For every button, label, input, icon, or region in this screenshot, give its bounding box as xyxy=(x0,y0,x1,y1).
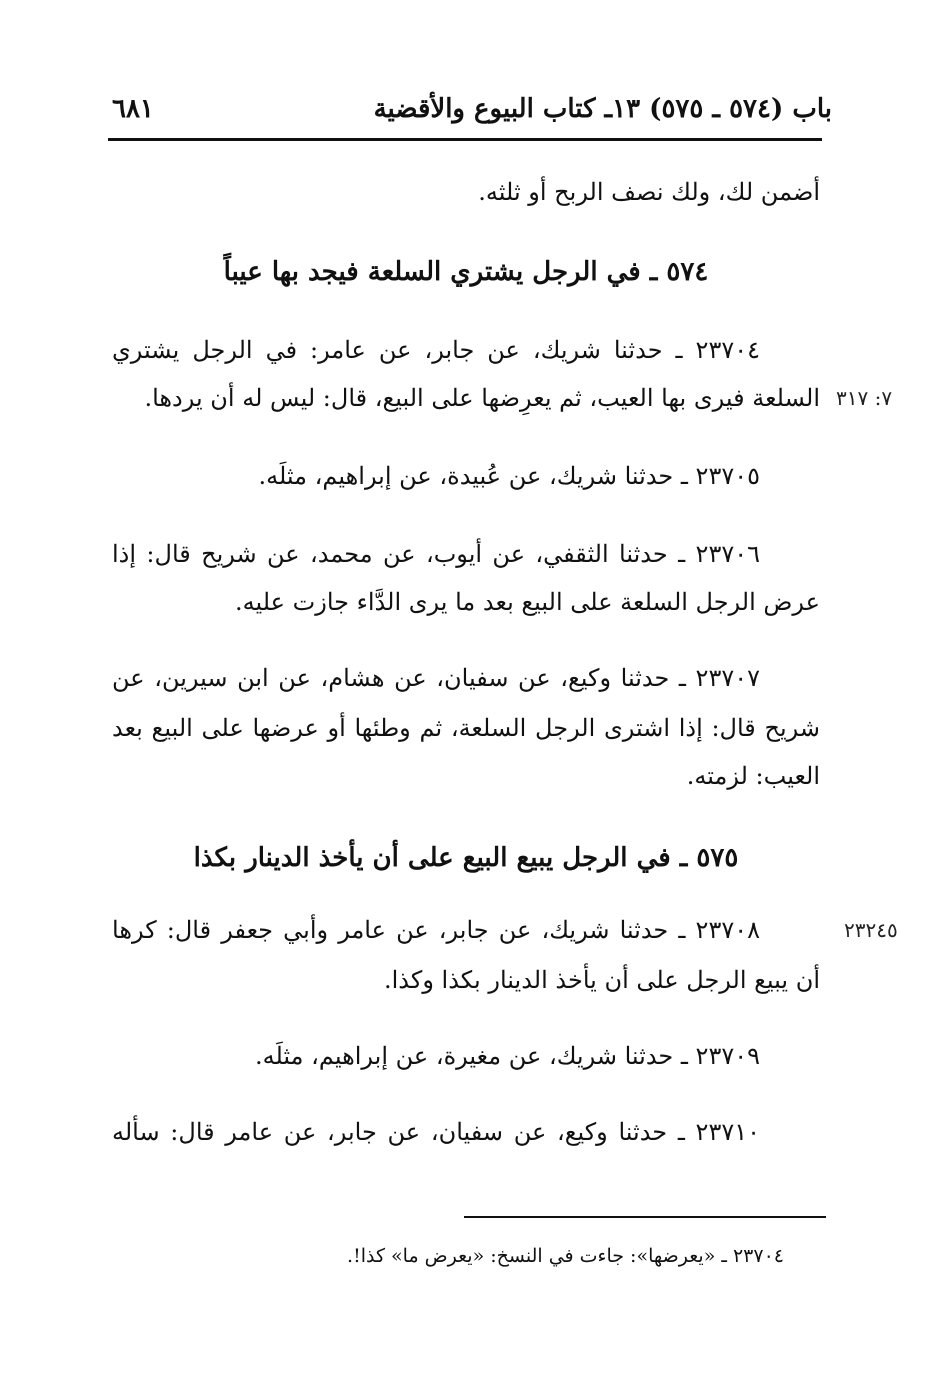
hadith-23709: ٢٣٧٠٩ ـ حدثنا شريك، عن مغيرة، عن إبراهيم، مثلَه. xyxy=(254,1042,760,1070)
hadith-23704-line-1: ٢٣٧٠٤ ـ حدثنا شريك، عن جابر، عن عامر: في الرجل يشتري xyxy=(112,336,760,364)
hadith-23710-line-1: ٢٣٧١٠ ـ حدثنا وكيع، عن سفيان، عن جابر، عن عامر قال: سأله xyxy=(112,1118,760,1146)
hadith-23707-line-2: شريح قال: إذا اشترى الرجل السلعة، ثم وطئها أو عرضها على البيع بعد xyxy=(112,714,820,742)
footnote: ٢٣٧٠٤ ـ «يعرضها»: جاءت في النسخ: «يعرض ما» كذا!. xyxy=(347,1245,784,1267)
hadith-23707-line-3: العيب: لزمته. xyxy=(686,762,820,790)
hadith-23707-line-1: ٢٣٧٠٧ ـ حدثنا وكيع، عن سفيان، عن هشام، عن ابن سيرين، عن xyxy=(112,664,760,692)
hadith-23708-line-2: أن يبيع الرجل على أن يأخذ الدينار بكذا وكذا. xyxy=(384,966,820,994)
section-title-575: ٥٧٥ ـ في الرجل يبيع البيع على أن يأخذ الدينار بكذا xyxy=(193,843,739,873)
hadith-23704-line-2: السلعة فيرى بها العيب، ثم يعرِضها على البيع، قال: ليس له أن يردها. xyxy=(144,384,820,412)
header-rule xyxy=(108,138,822,141)
footnote-rule xyxy=(464,1216,826,1218)
hadith-23705: ٢٣٧٠٥ ـ حدثنا شريك، عن عُبيدة، عن إبراهيم، مثلَه. xyxy=(258,462,760,490)
hadith-23706-line-1: ٢٣٧٠٦ ـ حدثنا الثقفي، عن أيوب، عن محمد، عن شريح قال: إذا xyxy=(112,540,760,568)
running-header-chapter: باب (٥٧٤ ـ ٥٧٥) ١٣ـ كتاب البيوع والأقضية xyxy=(373,94,832,124)
margin-reference: ٧: ٣١٧ xyxy=(836,386,893,410)
text-line: أضمن لك، ولك نصف الربح أو ثلثه. xyxy=(478,178,820,206)
section-title-574: ٥٧٤ ـ في الرجل يشتري السلعة فيجد بها عيباً xyxy=(223,257,709,287)
hadith-23708-line-1: ٢٣٧٠٨ ـ حدثنا شريك، عن جابر، عن عامر وأبي جعفر قال: كرها xyxy=(112,916,760,944)
page-number: ٦٨١ xyxy=(112,94,154,124)
margin-reference: ٢٣٢٤٥ xyxy=(844,918,898,942)
hadith-23706-line-2: عرض الرجل السلعة على البيع بعد ما يرى الدَّاء جازت عليه. xyxy=(235,588,820,616)
